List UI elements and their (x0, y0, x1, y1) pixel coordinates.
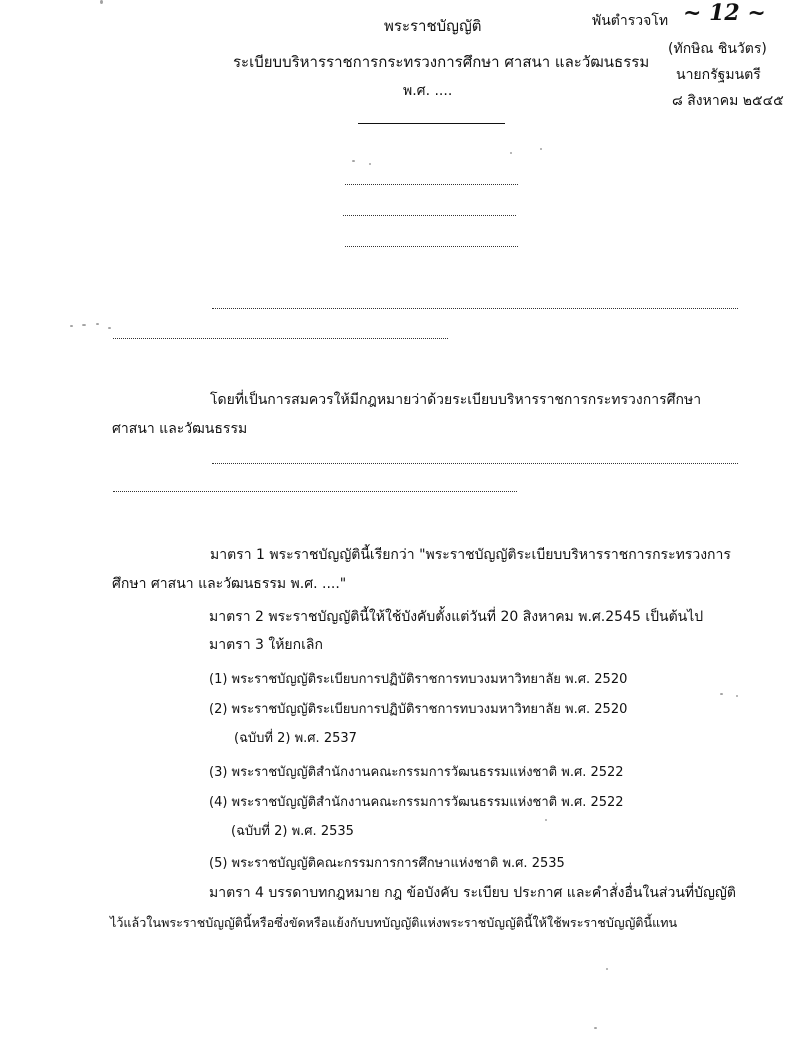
scan-speck (540, 148, 542, 150)
blank-line (343, 215, 516, 216)
scan-speck (736, 695, 738, 697)
document-title: พระราชบัญญัติ (384, 17, 482, 35)
repealed-item: (5) พระราชบัญญัติคณะกรรมการการศึกษาแห่งชาติ พ.ศ. 2535 (209, 856, 565, 871)
scan-speck (369, 163, 371, 165)
section-4-line: มาตรา 4 บรรดาบทกฎหมาย กฎ ข้อบังคับ ระเบียบ ประกาศ และคำสั่งอื่นในส่วนที่บัญญัติ (209, 885, 736, 901)
scan-speck (720, 693, 723, 695)
signer-title: นายกรัฐมนตรี (676, 67, 761, 83)
scan-speck (70, 325, 73, 327)
repealed-item: (1) พระราชบัญญัติระเบียบการปฏิบัติราชการทบวงมหาวิทยาลัย พ.ศ. 2520 (209, 672, 628, 687)
blank-line (212, 463, 738, 464)
scan-speck (606, 968, 608, 970)
repealed-item: (3) พระราชบัญญัติสำนักงานคณะกรรมการวัฒนธรรมแห่งชาติ พ.ศ. 2522 (209, 765, 624, 780)
blank-line (212, 308, 738, 309)
scan-speck (545, 819, 547, 821)
blank-line (345, 246, 518, 247)
scan-speck (108, 327, 111, 329)
repealed-item: (4) พระราชบัญญัติสำนักงานคณะกรรมการวัฒนธรรมแห่งชาติ พ.ศ. 2522 (209, 795, 624, 810)
section-2: มาตรา 2 พระราชบัญญัตินี้ให้ใช้บังคับตั้งแต่วันที่ 20 สิงหาคม พ.ศ.2545 เป็นต้นไป (209, 609, 704, 625)
section-4-line: ไว้แล้วในพระราชบัญญัตินี้หรือซึ่งขัดหรือแย้งกับบทบัญญัติแห่งพระราชบัญญัตินี้ให้ใช้พระราชบัญญัตินี้แทน (110, 915, 678, 930)
signing-date: ๘ สิงหาคม ๒๕๔๕ (672, 93, 784, 109)
preamble-line: โดยที่เป็นการสมควรให้มีกฎหมายว่าด้วยระเบียบบริหารราชการกระทรวงการศึกษา (210, 392, 702, 408)
year-line: พ.ศ. .... (403, 83, 453, 99)
scan-speck (96, 323, 99, 325)
section-3: มาตรา 3 ให้ยกเลิก (209, 637, 323, 653)
section-1-line: ศึกษา ศาสนา และวัฒนธรรม พ.ศ. ...." (112, 576, 347, 592)
scan-speck (594, 1027, 597, 1029)
section-1-line: มาตรา 1 พระราชบัญญัตินี้เรียกว่า "พระราชบัญญัติระเบียบบริหารราชการกระทรวงการ (210, 547, 731, 563)
repealed-item-continuation: (ฉบับที่ 2) พ.ศ. 2535 (231, 824, 354, 839)
repealed-item-continuation: (ฉบับที่ 2) พ.ศ. 2537 (234, 731, 357, 746)
blank-line (113, 338, 448, 339)
title-underline (358, 123, 505, 124)
signer-name: (ทักษิณ ชินวัตร) (668, 41, 767, 57)
blank-line (113, 491, 517, 492)
repealed-item: (2) พระราชบัญญัติระเบียบการปฏิบัติราชการทบวงมหาวิทยาลัย พ.ศ. 2520 (209, 702, 628, 717)
scan-speck (82, 324, 86, 326)
preamble-line: ศาสนา และวัฒนธรรม (112, 421, 248, 437)
scan-speck (352, 160, 355, 162)
blank-line (345, 184, 518, 185)
handwritten-signature: ~ 12 ~ (683, 0, 766, 26)
rank-label: พันตำรวจโท (592, 13, 669, 29)
scan-speck (100, 0, 103, 4)
scan-speck (510, 152, 512, 154)
document-subtitle: ระเบียบบริหารราชการกระทรวงการศึกษา ศาสนา และวัฒนธรรม (233, 53, 650, 71)
